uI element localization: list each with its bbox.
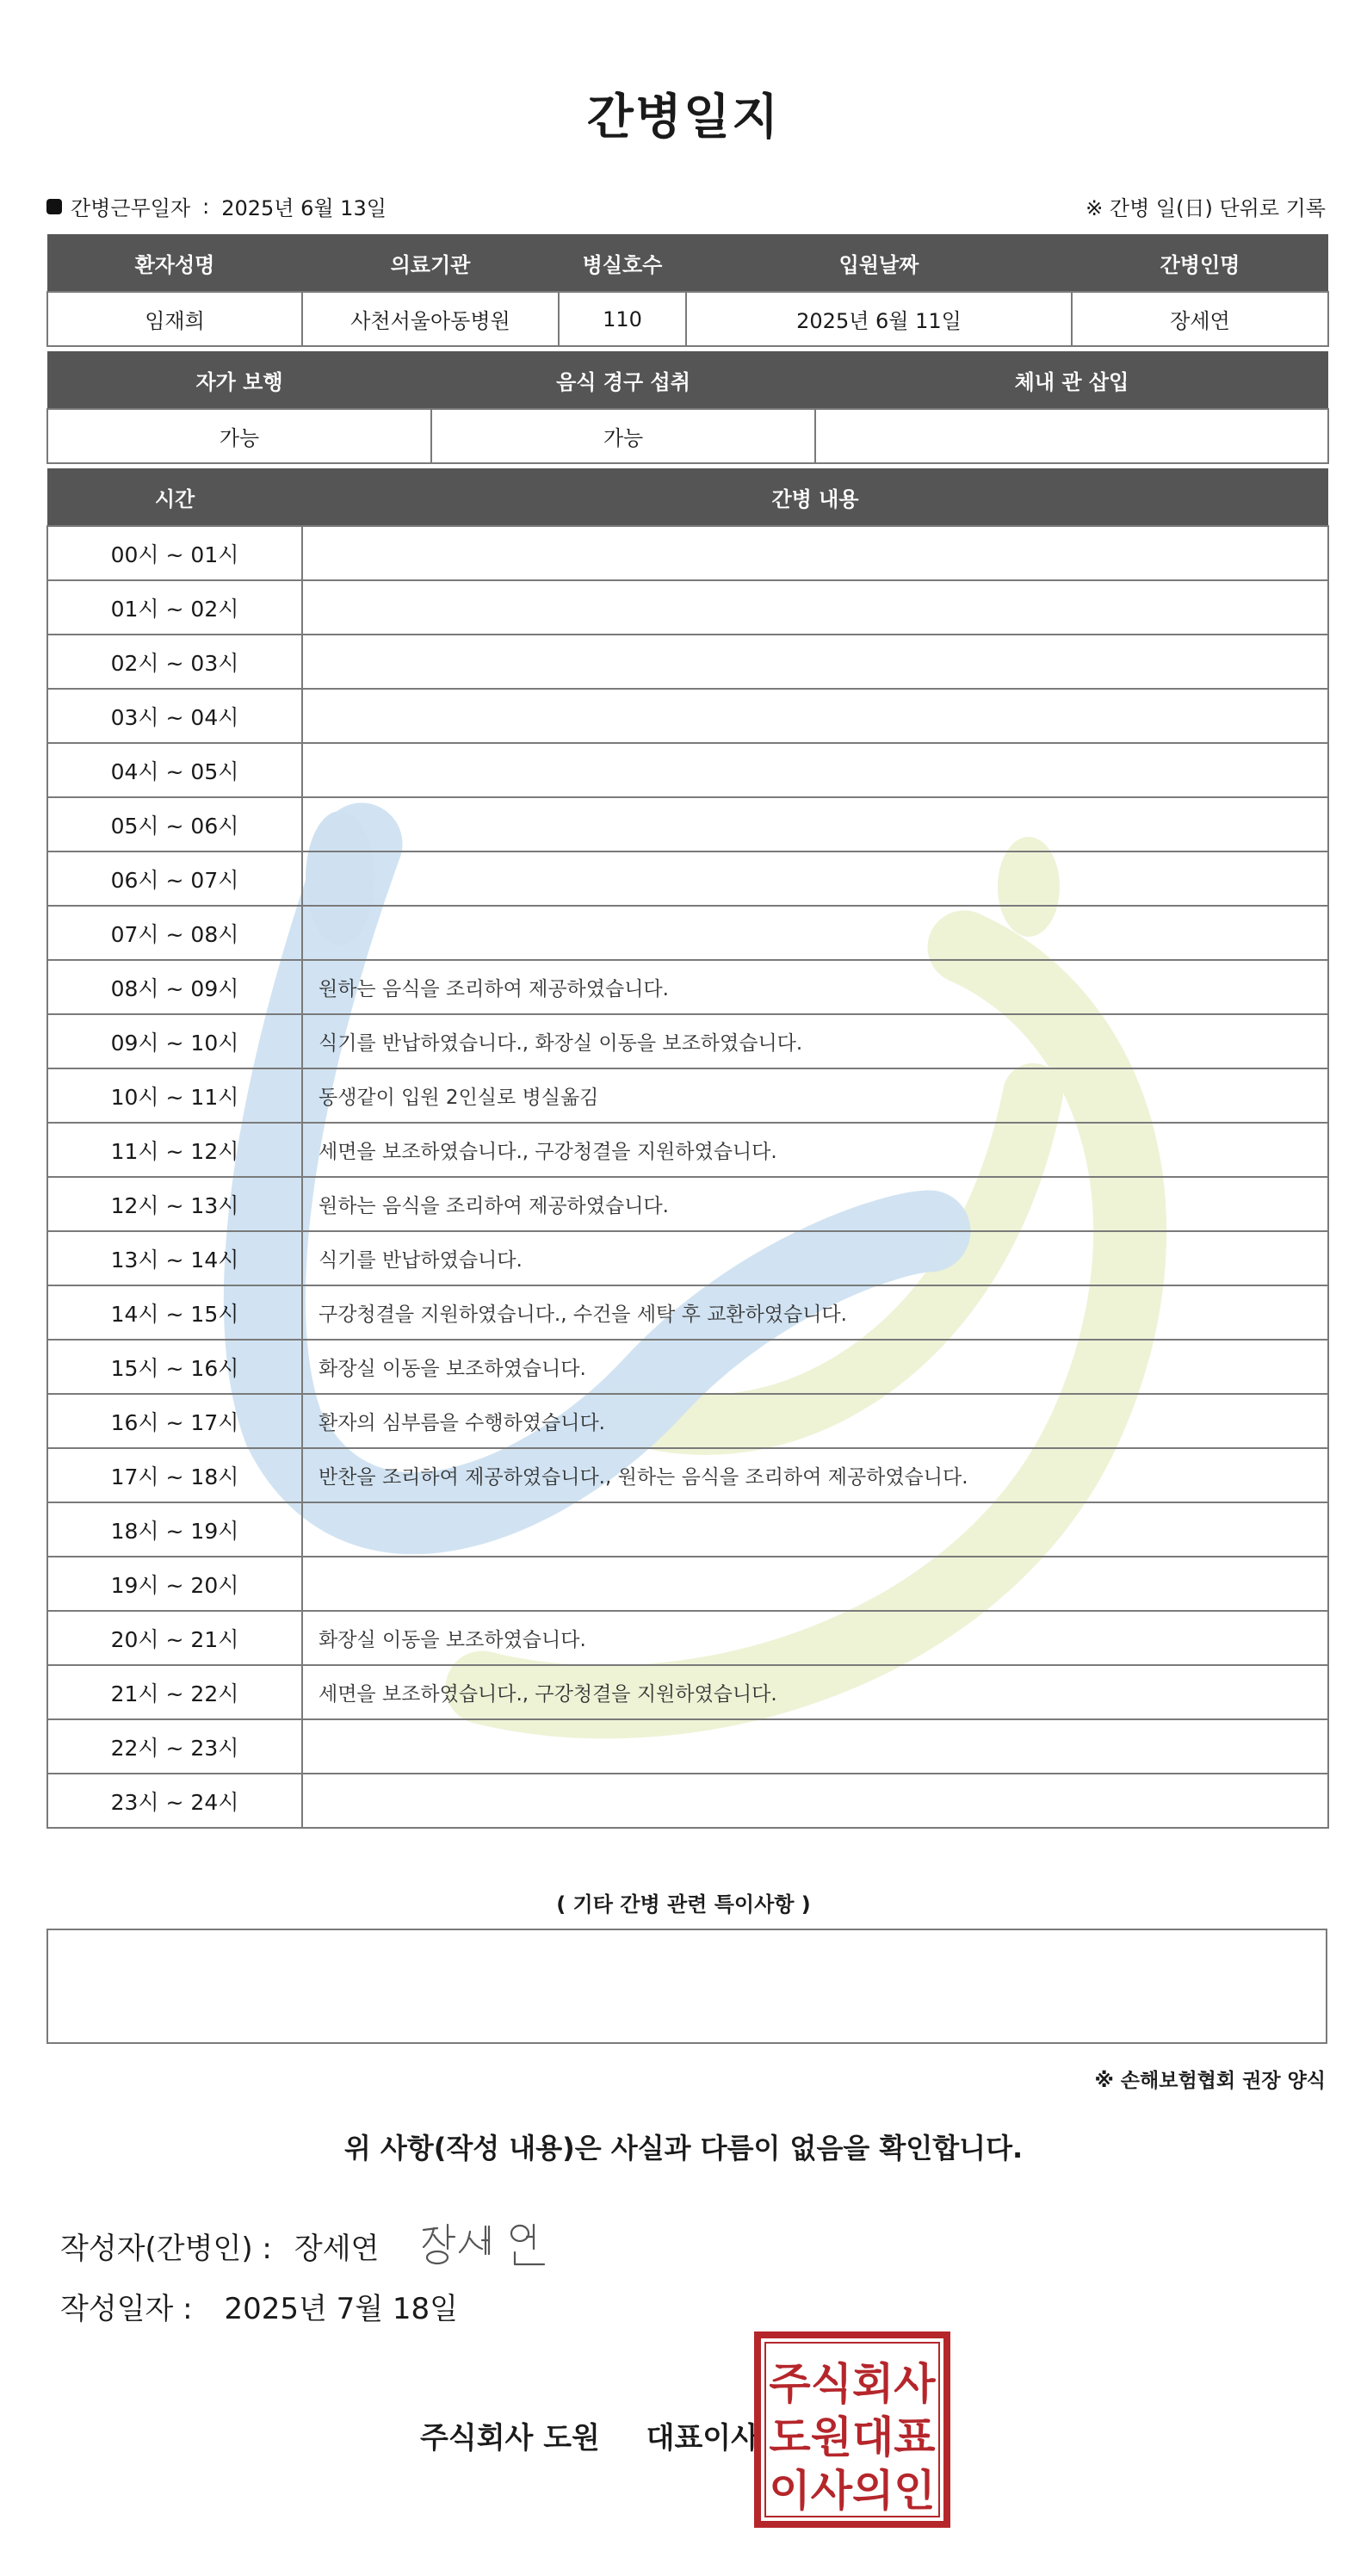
- table-row: [47, 1394, 1328, 1448]
- header-caregiver-name: 간병인명: [1072, 234, 1328, 292]
- header-time: 시간: [47, 468, 302, 526]
- admission-date: 2025년 6월 11일: [686, 292, 1072, 346]
- stamp-line-2: 도원대표: [769, 2412, 936, 2462]
- table-row: [47, 1611, 1328, 1665]
- care-content: [302, 689, 1328, 743]
- table-row: [47, 1719, 1328, 1774]
- care-content: [302, 1719, 1328, 1774]
- header-oral-intake: 음식 경구 섭취: [431, 351, 815, 409]
- care-content: 식기를 반납하였습니다.: [302, 1231, 1328, 1285]
- time-slot: 05시 ~ 06시: [47, 797, 302, 851]
- care-content: 구강청결을 지원하였습니다., 수건을 세탁 후 교환하였습니다.: [302, 1285, 1328, 1340]
- header-tube-insertion: 체내 관 삽입: [815, 351, 1328, 409]
- time-slot: 13시 ~ 14시: [47, 1231, 302, 1285]
- time-slot: 02시 ~ 03시: [47, 635, 302, 689]
- table-row: [47, 851, 1328, 906]
- header-admission-date: 입원날짜: [686, 234, 1072, 292]
- care-content: 동생같이 입원 2인실로 병실옮김: [302, 1068, 1328, 1123]
- time-slot: 06시 ~ 07시: [47, 851, 302, 906]
- header-care-content: 간병 내용: [302, 468, 1328, 526]
- table-row: [47, 1665, 1328, 1719]
- time-slot: 21시 ~ 22시: [47, 1665, 302, 1719]
- writer-label: 작성자(간병인) :: [60, 2231, 272, 2266]
- patient-name: 임재희: [47, 292, 302, 346]
- care-content: 식기를 반납하였습니다., 화장실 이동을 보조하였습니다.: [302, 1014, 1328, 1068]
- hospital-name: 사천서울아동병원: [302, 292, 559, 346]
- table-row: [47, 1123, 1328, 1177]
- write-date-value: 2025년 7월 18일: [224, 2292, 459, 2326]
- time-slot: 07시 ~ 08시: [47, 906, 302, 960]
- patient-info-table: [46, 234, 1329, 347]
- care-content: 화장실 이동을 보조하였습니다.: [302, 1611, 1328, 1665]
- table-row: [47, 1340, 1328, 1394]
- write-date-line: [60, 2285, 458, 2327]
- special-notes-box: [46, 1929, 1327, 2044]
- self-walking-value: 가능: [47, 409, 431, 463]
- header-room-number: 병실호수: [559, 234, 686, 292]
- care-content: [302, 526, 1328, 580]
- care-content: 화장실 이동을 보조하였습니다.: [302, 1340, 1328, 1394]
- care-content: 원하는 음식을 조리하여 제공하였습니다.: [302, 1177, 1328, 1231]
- care-content: 환자의 심부름을 수행하였습니다.: [302, 1394, 1328, 1448]
- work-date-line: [46, 191, 387, 221]
- care-content: [302, 635, 1328, 689]
- care-content: 반찬을 조리하여 제공하였습니다., 원하는 음식을 조리하여 제공하였습니다.: [302, 1448, 1328, 1502]
- time-slot: 08시 ~ 09시: [47, 960, 302, 1014]
- table-row: [47, 1557, 1328, 1611]
- patient-status-table: [46, 351, 1329, 464]
- table-row: [47, 689, 1328, 743]
- time-slot: 09시 ~ 10시: [47, 1014, 302, 1068]
- writer-line: [60, 2220, 565, 2271]
- stamp-line-1: 주식회사: [769, 2359, 936, 2409]
- special-notes-title: ( 기타 간병 관련 특이사항 ): [556, 1892, 811, 1917]
- confirmation-statement: 위 사항(작성 내용)은 사실과 다름이 없음을 확인합니다.: [343, 2132, 1024, 2164]
- time-slot: 00시 ~ 01시: [47, 526, 302, 580]
- company-title: 대표이사: [646, 2421, 759, 2455]
- handwritten-signature: [418, 2220, 565, 2271]
- table-row: [47, 1177, 1328, 1231]
- time-slot: 17시 ~ 18시: [47, 1448, 302, 1502]
- bullet-square-icon: [46, 199, 62, 214]
- table-row: [47, 1068, 1328, 1123]
- time-slot: 16시 ~ 17시: [47, 1394, 302, 1448]
- write-date-label: 작성일자 :: [60, 2292, 193, 2326]
- caregiver-name: 장세연: [1072, 292, 1328, 346]
- work-date-label: 간병근무일자: [71, 196, 191, 220]
- work-date-value: 2025년 6월 13일: [221, 196, 387, 220]
- table-row: [47, 1231, 1328, 1285]
- table-row: [47, 1502, 1328, 1557]
- header-patient-name: 환자성명: [47, 234, 302, 292]
- care-content: [302, 1502, 1328, 1557]
- oral-intake-value: 가능: [431, 409, 815, 463]
- tube-insertion-value: [815, 409, 1328, 463]
- care-content: 세면을 보조하였습니다., 구강청결을 지원하였습니다.: [302, 1665, 1328, 1719]
- company-seal-stamp: [754, 2331, 950, 2528]
- care-content: [302, 1774, 1328, 1828]
- table-row: [47, 743, 1328, 797]
- association-note: ※ 손해보험협회 권장 양식: [1094, 2070, 1326, 2092]
- care-log-table: [46, 468, 1329, 1829]
- time-slot: 03시 ~ 04시: [47, 689, 302, 743]
- time-slot: 20시 ~ 21시: [47, 1611, 302, 1665]
- table-row: [47, 1448, 1328, 1502]
- header-self-walking: 자가 보행: [47, 351, 431, 409]
- time-slot: 11시 ~ 12시: [47, 1123, 302, 1177]
- company-name: 주식회사 도원: [420, 2421, 600, 2455]
- table-row: [47, 1774, 1328, 1828]
- work-date-separator: :: [202, 194, 210, 219]
- company-line: [420, 2414, 759, 2456]
- time-slot: 12시 ~ 13시: [47, 1177, 302, 1231]
- care-content: [302, 1557, 1328, 1611]
- time-slot: 19시 ~ 20시: [47, 1557, 302, 1611]
- table-row: [47, 526, 1328, 580]
- time-slot: 04시 ~ 05시: [47, 743, 302, 797]
- unit-note: ※ 간병 일(日) 단위로 기록: [1086, 196, 1326, 220]
- stamp-line-3: 이사의인: [769, 2466, 936, 2516]
- time-slot: 22시 ~ 23시: [47, 1719, 302, 1774]
- time-slot: 10시 ~ 11시: [47, 1068, 302, 1123]
- table-row: [47, 797, 1328, 851]
- time-slot: 14시 ~ 15시: [47, 1285, 302, 1340]
- header-hospital: 의료기관: [302, 234, 559, 292]
- page-title: 간병일지: [586, 90, 781, 146]
- table-row: [47, 1014, 1328, 1068]
- table-row: [47, 960, 1328, 1014]
- table-row: [47, 906, 1328, 960]
- table-row: [47, 580, 1328, 635]
- time-slot: 18시 ~ 19시: [47, 1502, 302, 1557]
- care-content: [302, 851, 1328, 906]
- time-slot: 15시 ~ 16시: [47, 1340, 302, 1394]
- care-content: [302, 906, 1328, 960]
- time-slot: 01시 ~ 02시: [47, 580, 302, 635]
- room-number: 110: [559, 292, 686, 346]
- care-content: [302, 743, 1328, 797]
- writer-name: 장세연: [294, 2231, 380, 2266]
- time-slot: 23시 ~ 24시: [47, 1774, 302, 1828]
- care-content: 세면을 보조하였습니다., 구강청결을 지원하였습니다.: [302, 1123, 1328, 1177]
- care-content: [302, 580, 1328, 635]
- table-row: [47, 635, 1328, 689]
- care-content: [302, 797, 1328, 851]
- care-content: 원하는 음식을 조리하여 제공하였습니다.: [302, 960, 1328, 1014]
- table-row: [47, 1285, 1328, 1340]
